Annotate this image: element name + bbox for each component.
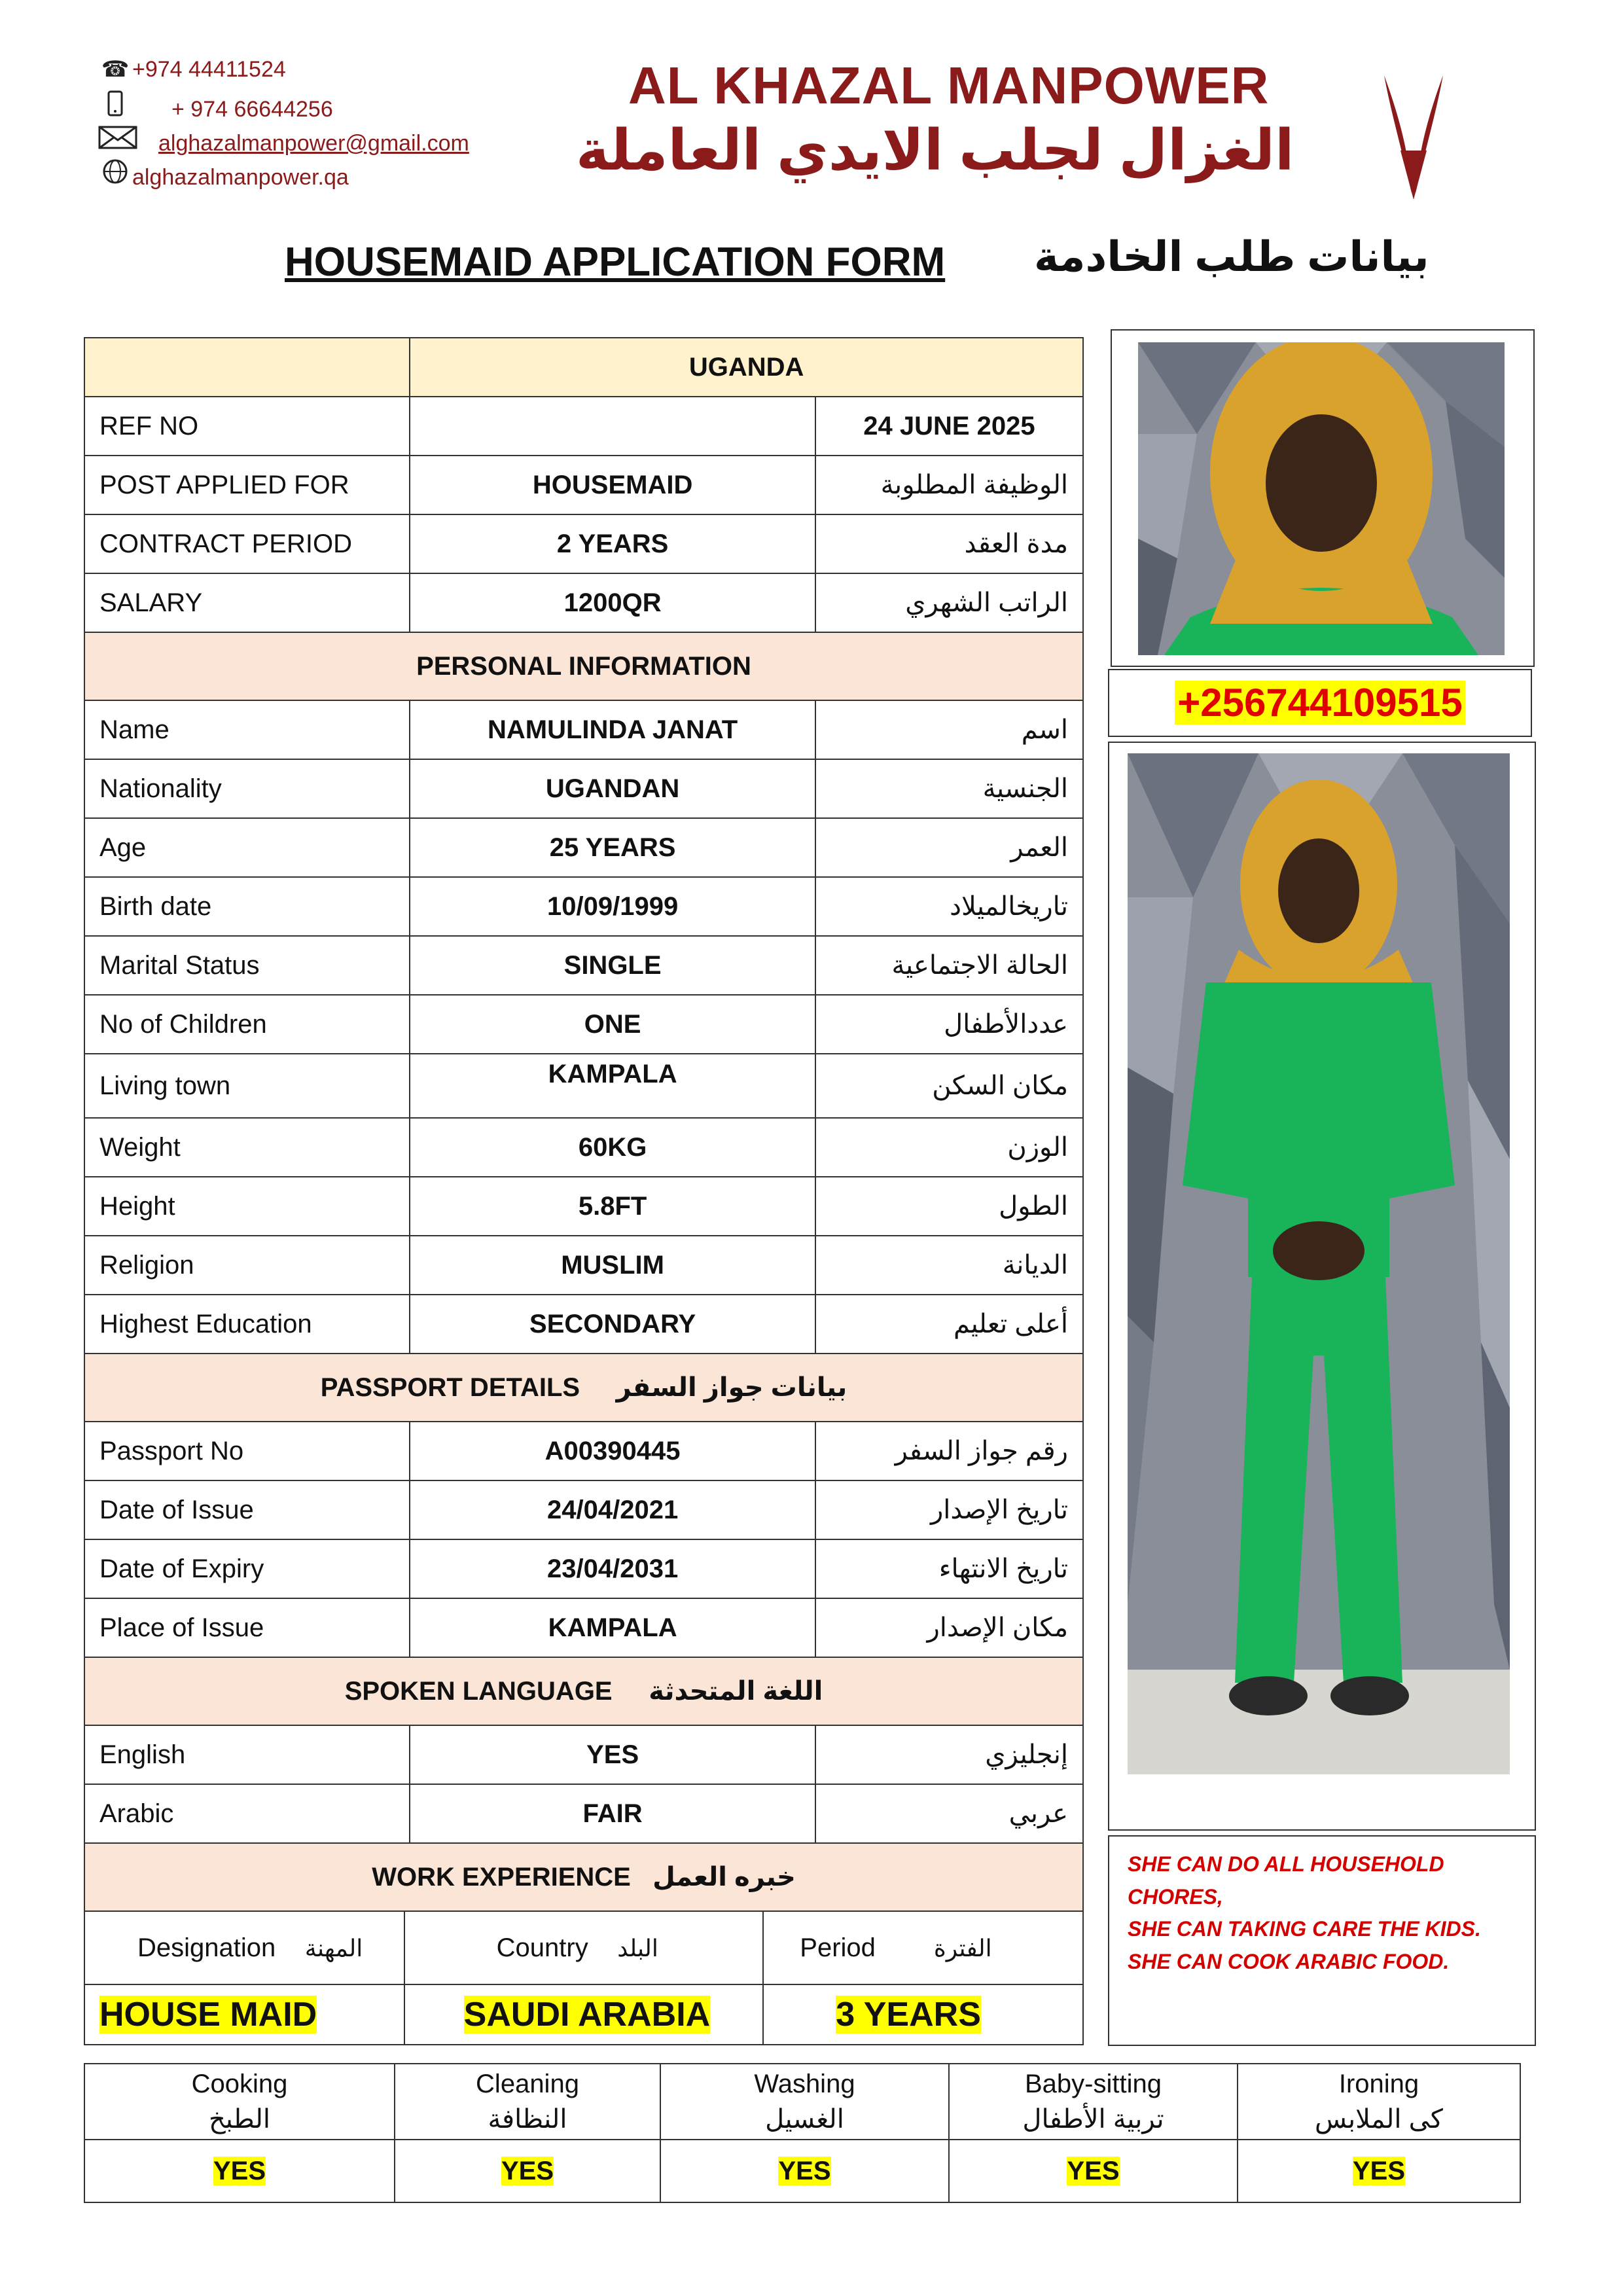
field-label-arabic: الجنسية — [815, 759, 1083, 818]
field-label: Birth date — [84, 877, 410, 936]
skill-name-arabic: الطبخ — [208, 2105, 270, 2134]
field-label: Age — [84, 818, 410, 877]
skill-name: Cooking — [191, 2070, 288, 2098]
skill-name-arabic: کی الملابس — [1315, 2105, 1443, 2134]
field-label-arabic: مكان السكن — [815, 1054, 1083, 1118]
field-value: KAMPALA — [410, 1598, 815, 1657]
form-title: HOUSEMAID APPLICATION FORM — [285, 240, 946, 285]
table-row — [84, 1784, 1083, 1843]
field-label: Living town — [84, 1054, 410, 1118]
country-value: UGANDA — [410, 338, 1083, 397]
field-label: Arabic — [84, 1784, 410, 1843]
table-row — [84, 1422, 1083, 1480]
experience-designation: HOUSE MAID — [99, 1996, 317, 2034]
application-table — [84, 337, 1084, 2045]
field-label: No of Children — [84, 995, 410, 1054]
field-value: HOUSEMAID — [410, 456, 815, 514]
field-label: Place of Issue — [84, 1598, 410, 1657]
telephone-icon: ☎ — [101, 57, 130, 82]
table-row — [84, 936, 1083, 995]
field-value: 24/04/2021 — [410, 1480, 815, 1539]
table-row — [84, 573, 1083, 632]
field-label-arabic: مكان الإصدار — [815, 1598, 1083, 1657]
field-label: Highest Education — [84, 1295, 410, 1354]
field-value: KAMPALA — [410, 1054, 815, 1118]
field-label-arabic: تاريخ الإصدار — [815, 1480, 1083, 1539]
field-label: Nationality — [84, 759, 410, 818]
field-label: Date of Expiry — [84, 1539, 410, 1598]
field-value: SECONDARY — [410, 1295, 815, 1354]
experience-header-arabic: البلد — [617, 1934, 658, 1962]
experience-header: Country — [496, 1933, 588, 1962]
portrait-photo — [1138, 342, 1505, 655]
field-label: Weight — [84, 1118, 410, 1177]
skill-value: YES — [1067, 2156, 1120, 2185]
field-label-arabic: عربي — [815, 1784, 1083, 1843]
field-label-arabic: الوزن — [815, 1118, 1083, 1177]
field-value: 60KG — [410, 1118, 815, 1177]
field-value: UGANDAN — [410, 759, 815, 818]
note-line: SHE CAN DO ALL HOUSEHOLD — [1128, 1852, 1444, 1876]
table-row — [84, 995, 1083, 1054]
ref-label: REF NO — [84, 397, 410, 456]
form-date: 24 JUNE 2025 — [815, 397, 1083, 456]
field-label: SALARY — [84, 573, 410, 632]
envelope-icon — [98, 124, 132, 156]
field-value: 2 YEARS — [410, 514, 815, 573]
note-line: CHORES, — [1128, 1884, 1223, 1909]
table-row — [84, 759, 1083, 818]
skill-value: YES — [213, 2156, 266, 2185]
experience-header-arabic: المهنة — [304, 1934, 363, 1962]
field-value: MUSLIM — [410, 1236, 815, 1295]
brand-name-arabic: الغزال لجلب الايدي العاملة — [576, 119, 1294, 182]
table-row — [84, 1725, 1083, 1784]
website-line — [98, 158, 349, 190]
experience-header: Period — [800, 1933, 876, 1962]
experience-country: SAUDI ARABIA — [463, 1996, 711, 2034]
field-value: 5.8FT — [410, 1177, 815, 1236]
field-label: Height — [84, 1177, 410, 1236]
table-row — [84, 700, 1083, 759]
section-title-arabic: بيانات جواز السفر — [616, 1373, 847, 1402]
field-label: Religion — [84, 1236, 410, 1295]
experience-value-row — [84, 1984, 1083, 2045]
contact-phone[interactable]: +256744109515 — [1175, 681, 1465, 725]
field-label: CONTRACT PERIOD — [84, 514, 410, 573]
section-title-arabic: اللغة المتحدثة — [649, 1677, 823, 1706]
field-label: Date of Issue — [84, 1480, 410, 1539]
experience-header: Designation — [137, 1933, 276, 1962]
table-row — [84, 877, 1083, 936]
experience-header-table — [85, 1912, 1082, 1984]
table-row — [84, 456, 1083, 514]
ref-row — [84, 397, 1083, 456]
field-label-arabic: رقم جواز السفر — [815, 1422, 1083, 1480]
experience-value-table — [85, 1985, 1082, 2044]
skills-values-row — [84, 2140, 1520, 2202]
section-header-experience — [84, 1843, 1083, 1911]
country-row — [84, 338, 1083, 397]
field-label-arabic: تاريخ الانتهاء — [815, 1539, 1083, 1598]
table-row — [84, 514, 1083, 573]
form-title-arabic: بيانات طلب الخادمة — [1034, 233, 1429, 280]
table-row — [84, 818, 1083, 877]
table-row — [84, 1177, 1083, 1236]
full-body-photo-frame — [1108, 742, 1536, 1831]
field-label-arabic: اسم — [815, 700, 1083, 759]
section-title: WORK EXPERIENCE — [372, 1863, 631, 1892]
field-label-arabic: العمر — [815, 818, 1083, 877]
section-title: PASSPORT DETAILS — [320, 1373, 580, 1402]
skill-name: Baby-sitting — [1025, 2070, 1162, 2098]
experience-period: 3 YEARS — [836, 1996, 981, 2034]
skills-table — [84, 2063, 1521, 2203]
field-value: ONE — [410, 995, 815, 1054]
field-label-arabic: أعلى تعليم — [815, 1295, 1083, 1354]
email-link[interactable]: alghazalmanpower@gmail.com — [158, 131, 469, 156]
experience-header-row — [84, 1911, 1083, 1984]
field-value: 23/04/2031 — [410, 1539, 815, 1598]
field-label-arabic: الطول — [815, 1177, 1083, 1236]
field-value: YES — [410, 1725, 815, 1784]
note-line: SHE CAN TAKING CARE THE KIDS. — [1128, 1917, 1481, 1941]
table-row — [84, 1295, 1083, 1354]
portrait-photo-frame — [1111, 329, 1535, 667]
table-row — [84, 1480, 1083, 1539]
skill-name-arabic: النظافة — [488, 2105, 567, 2134]
table-row — [84, 1236, 1083, 1295]
field-label: Marital Status — [84, 936, 410, 995]
field-label-arabic: الوظيفة المطلوبة — [815, 456, 1083, 514]
field-label: Passport No — [84, 1422, 410, 1480]
table-row — [84, 1054, 1083, 1118]
website-link[interactable]: alghazalmanpower.qa — [132, 165, 349, 190]
field-label: POST APPLIED FOR — [84, 456, 410, 514]
field-label-arabic: الديانة — [815, 1236, 1083, 1295]
globe-icon — [98, 158, 132, 190]
table-row — [84, 1118, 1083, 1177]
phone-line-2: + 974 66644256 — [98, 90, 333, 122]
field-label: English — [84, 1725, 410, 1784]
email-line — [98, 124, 469, 156]
field-value: 1200QR — [410, 573, 815, 632]
mobile-phone-icon — [98, 90, 132, 122]
note-line: SHE CAN COOK ARABIC FOOD. — [1128, 1949, 1450, 1973]
field-value: FAIR — [410, 1784, 815, 1843]
skill-value: YES — [778, 2156, 831, 2185]
section-header-language — [84, 1657, 1083, 1725]
skill-value: YES — [501, 2156, 554, 2185]
brand-name-english: AL KHAZAL MANPOWER — [628, 56, 1270, 115]
phone-line-1: ☎ +974 44411524 — [98, 56, 286, 82]
skill-name: Washing — [754, 2070, 855, 2098]
field-label-arabic: عددالأطفال — [815, 995, 1083, 1054]
skill-name: Ironing — [1338, 2070, 1419, 2098]
skill-name-arabic: الغسيل — [765, 2105, 844, 2134]
field-label-arabic: الحالة الاجتماعية — [815, 936, 1083, 995]
field-value: A00390445 — [410, 1422, 815, 1480]
section-title: SPOKEN LANGUAGE — [344, 1677, 613, 1706]
field-value: 10/09/1999 — [410, 877, 815, 936]
skills-names-row — [84, 2064, 1520, 2140]
section-header-personal: PERSONAL INFORMATION — [84, 632, 1083, 700]
table-row — [84, 1598, 1083, 1657]
skill-value: YES — [1352, 2156, 1406, 2185]
field-label-arabic: تاريخالميلاد — [815, 877, 1083, 936]
notes-text — [1109, 1837, 1535, 1990]
section-header-passport — [84, 1354, 1083, 1422]
experience-header-arabic: الفترة — [933, 1934, 992, 1962]
gazelle-logo — [1371, 72, 1456, 206]
field-value: SINGLE — [410, 936, 815, 995]
skill-name: Cleaning — [476, 2070, 579, 2098]
field-label: Name — [84, 700, 410, 759]
skill-name-arabic: تربية الأطفال — [1022, 2105, 1164, 2134]
notes-box — [1108, 1835, 1536, 2046]
table-row — [84, 1539, 1083, 1598]
field-value: NAMULINDA JANAT — [410, 700, 815, 759]
contact-phone-box — [1108, 669, 1532, 737]
full-body-photo — [1128, 753, 1510, 1774]
field-label-arabic: إنجليزي — [815, 1725, 1083, 1784]
field-label-arabic: الراتب الشهري — [815, 573, 1083, 632]
field-label-arabic: مدة العقد — [815, 514, 1083, 573]
field-value: 25 YEARS — [410, 818, 815, 877]
ref-value — [410, 397, 815, 456]
section-title-arabic: خبره العمل — [652, 1863, 796, 1892]
